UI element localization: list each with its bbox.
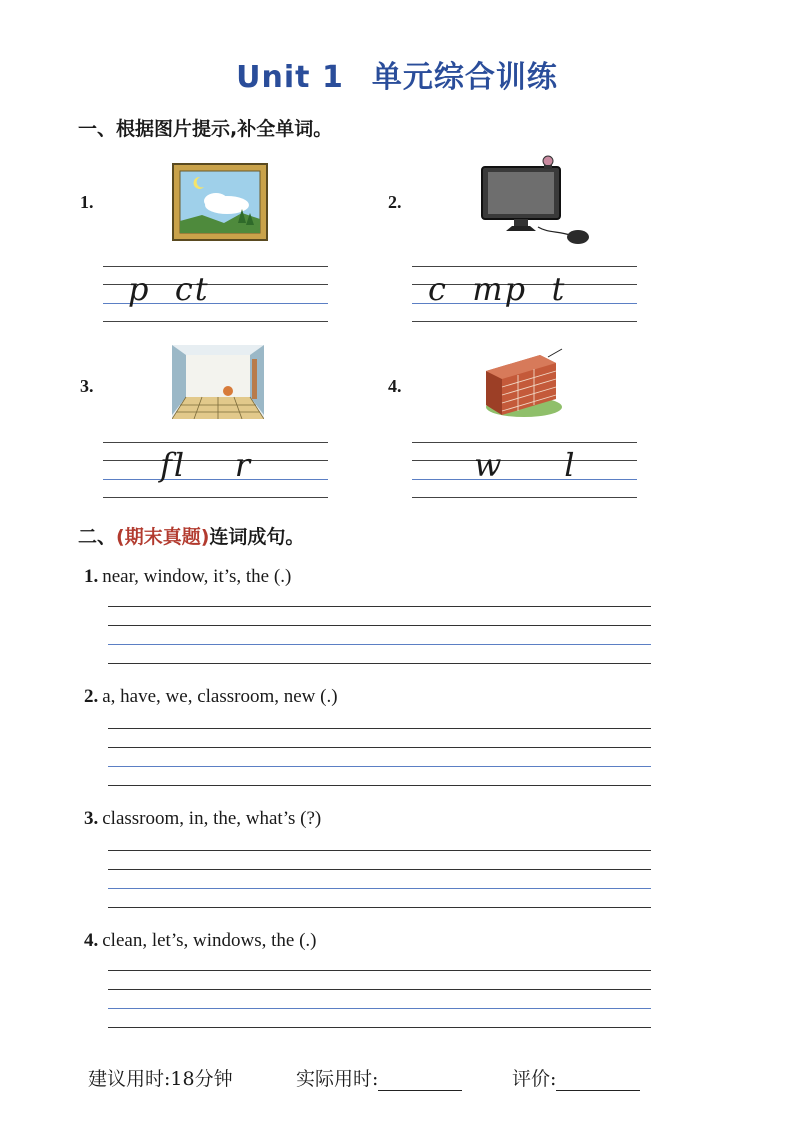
question-3: 3. classroom, in, the, what’s (?) xyxy=(84,808,322,829)
title-name: 单元综合训练 xyxy=(371,60,558,95)
section1-heading: 一、根据图片提示,补全单词。 xyxy=(78,118,333,140)
actual-time-blank[interactable] xyxy=(378,1072,462,1091)
suggested-time: 建议用时:18分钟 xyxy=(88,1068,233,1090)
answer-lines-2[interactable] xyxy=(108,728,651,788)
item2-number: 2. xyxy=(388,192,402,212)
answer-lines-1[interactable] xyxy=(108,606,651,666)
actual-time-label: 实际用时: xyxy=(296,1068,379,1090)
question-1: 1. near, window, it’s, the (.) xyxy=(84,566,292,587)
section2-heading xyxy=(78,522,304,549)
item1-answer[interactable]: p ct xyxy=(128,270,210,308)
rating-label: 评价: xyxy=(512,1068,557,1090)
question-4: 4. clean, let’s, windows, the (.) xyxy=(84,930,317,951)
item4-number: 4. xyxy=(388,376,402,396)
floor-icon xyxy=(172,345,264,419)
item3-number: 3. xyxy=(80,376,94,396)
picture-icon xyxy=(172,163,268,241)
question-2: 2. a, have, we, classroom, new (.) xyxy=(84,686,338,707)
item2-answer[interactable]: c mp t xyxy=(428,270,567,308)
computer-icon xyxy=(478,153,598,249)
rating-blank[interactable] xyxy=(556,1072,640,1091)
exam-tag: (期末真题) xyxy=(116,526,210,548)
section2-prefix: 二、 xyxy=(78,526,117,548)
answer-lines-3[interactable] xyxy=(108,850,651,910)
answer-lines-4[interactable] xyxy=(108,970,651,1030)
section2-suffix: 连词成句。 xyxy=(209,526,305,548)
page-title xyxy=(0,52,794,96)
actual-time xyxy=(296,1064,462,1091)
item1-number: 1. xyxy=(80,192,94,212)
title-unit: Unit 1 xyxy=(236,60,344,95)
item4-answer[interactable]: w l xyxy=(474,446,577,484)
rating xyxy=(512,1064,640,1091)
wall-icon xyxy=(478,345,564,421)
item3-answer[interactable]: fl r xyxy=(160,446,253,484)
